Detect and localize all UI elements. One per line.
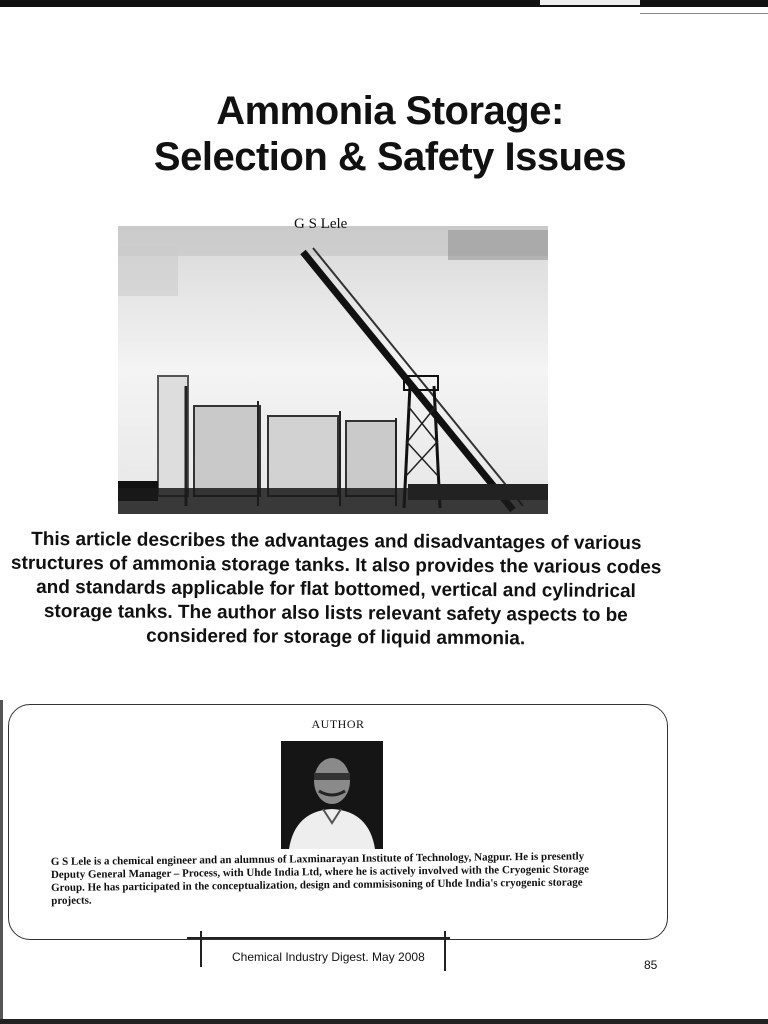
footer-rule xyxy=(187,937,450,939)
page-number: 85 xyxy=(644,958,658,972)
article-title xyxy=(40,88,740,180)
footer-publication: Chemical Industry Digest. May 2008 xyxy=(232,950,425,964)
article-abstract: This article describes the advantages and disadvantages of various structures of ammonia storage tanks. It also provides the various codes and standards applicable for flat bottomed, vertical and cylindrical storage tanks. The author also lists relevant safety aspects to be considered for storage of liquid ammonia. xyxy=(10,528,662,650)
title-line-1: Ammonia Storage: xyxy=(216,89,564,133)
left-scan-edge xyxy=(0,700,3,1024)
top-scan-border xyxy=(0,0,768,7)
author-box-label: AUTHOR xyxy=(311,717,365,731)
footer-rule-left xyxy=(200,931,202,967)
bottom-scan-border xyxy=(0,1019,768,1024)
storage-tank-photo xyxy=(118,226,548,514)
top-scan-notch xyxy=(540,0,640,5)
author-portrait xyxy=(281,741,383,849)
author-box xyxy=(8,704,668,940)
top-scan-line xyxy=(640,13,768,14)
author-byline: G S Lele xyxy=(294,216,348,232)
footer-rule-right xyxy=(444,931,446,971)
title-line-2: Selection & Safety Issues xyxy=(153,135,627,179)
author-bio: G S Lele is a chemical engineer and an alumnus of Laxminarayan Institute of Technology, Nagpur. He is presently Deputy General Manager – Process, with Uhde India Ltd, where he is actively involved with the Cryogenic Storage Group. He has participated in the conceptualization, design and commisisoning of Uhde India's cryogenic storage projects. xyxy=(50,850,590,907)
